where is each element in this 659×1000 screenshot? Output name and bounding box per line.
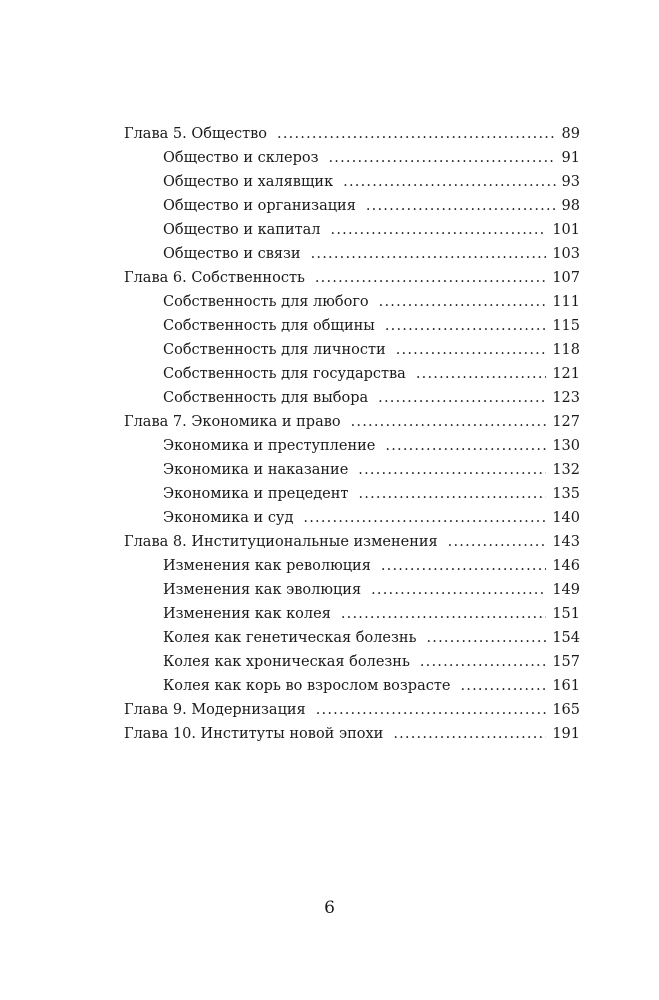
toc-dot-leader	[378, 386, 546, 410]
toc-dot-leader	[303, 506, 546, 530]
toc-entry-page: 130	[552, 438, 580, 454]
toc-section-entry	[124, 338, 580, 362]
toc-entry-title: Общество и организация	[163, 198, 356, 214]
toc-entry-page: 89	[561, 126, 580, 142]
toc-entry-title: Экономика и преступление	[163, 438, 376, 454]
toc-entry-page: 143	[552, 534, 580, 550]
toc-chapter-entry	[124, 530, 580, 554]
toc-entry-page: 154	[552, 630, 580, 646]
toc-section-entry	[124, 314, 580, 338]
toc-section-entry	[124, 458, 580, 482]
toc-section-entry	[124, 434, 580, 458]
toc-section-entry	[124, 386, 580, 410]
toc-entry-title: Экономика и суд	[163, 510, 294, 526]
toc-entry-page: 157	[552, 654, 580, 670]
toc-entry-title: Экономика и наказание	[163, 462, 349, 478]
toc-entry-page: 140	[552, 510, 580, 526]
toc-chapter-entry	[124, 722, 580, 746]
toc-dot-leader	[315, 266, 546, 290]
toc-entry-page: 98	[561, 198, 580, 214]
toc-dot-leader	[426, 626, 546, 650]
toc-dot-leader	[420, 650, 546, 674]
toc-entry-page: 165	[552, 702, 580, 718]
toc-dot-leader	[366, 194, 556, 218]
toc-dot-leader	[343, 170, 555, 194]
toc-entry-page: 121	[552, 366, 580, 382]
toc-entry-page: 103	[552, 246, 580, 262]
toc-dot-leader	[341, 602, 546, 626]
toc-section-entry	[124, 290, 580, 314]
toc-dot-leader	[311, 242, 547, 266]
toc-entry-title: Собственность для общины	[163, 318, 375, 334]
toc-entry-title: Глава 5. Общество	[124, 126, 268, 142]
toc-entry-page: 91	[561, 150, 580, 166]
toc-entry-title: Глава 8. Институциональные изменения	[124, 534, 438, 550]
toc-entry-title: Глава 10. Институты новой эпохи	[124, 726, 384, 742]
toc-section-entry	[124, 674, 580, 698]
toc-entry-title: Изменения как революция	[163, 558, 371, 574]
toc-dot-leader	[277, 122, 556, 146]
toc-dot-leader	[358, 458, 546, 482]
toc-dot-leader	[460, 674, 546, 698]
toc-dot-leader	[393, 722, 546, 746]
toc-dot-leader	[396, 338, 547, 362]
toc-section-entry	[124, 194, 580, 218]
toc-entry-page: 118	[552, 342, 580, 358]
toc-entry-page: 191	[552, 726, 580, 742]
toc-entry-page: 101	[552, 222, 580, 238]
toc-section-entry	[124, 146, 580, 170]
toc-section-entry	[124, 242, 580, 266]
toc-entry-page: 127	[552, 414, 580, 430]
toc-entry-title: Собственность для выбора	[163, 390, 369, 406]
toc-dot-leader	[351, 410, 547, 434]
toc-entry-page: 146	[552, 558, 580, 574]
toc-dot-leader	[448, 530, 547, 554]
toc-entry-title: Глава 7. Экономика и право	[124, 414, 341, 430]
toc-entry-title: Общество и халявщик	[163, 174, 334, 190]
toc-section-entry	[124, 650, 580, 674]
toc-entry-page: 135	[552, 486, 580, 502]
toc-dot-leader	[329, 146, 556, 170]
toc-entry-title: Общество и связи	[163, 246, 301, 262]
toc-entry-page: 151	[552, 606, 580, 622]
toc-entry-title: Собственность для любого	[163, 294, 369, 310]
toc-dot-leader	[385, 434, 546, 458]
toc-dot-leader	[416, 362, 546, 386]
toc-dot-leader	[379, 290, 547, 314]
toc-entry-title: Общество и капитал	[163, 222, 321, 238]
toc-dot-leader	[371, 578, 546, 602]
toc-section-entry	[124, 482, 580, 506]
toc-chapter-entry	[124, 698, 580, 722]
toc-section-entry	[124, 626, 580, 650]
toc-entry-page: 93	[561, 174, 580, 190]
toc-entry-title: Изменения как эволюция	[163, 582, 362, 598]
toc-entry-title: Экономика и прецедент	[163, 486, 349, 502]
toc-dot-leader	[381, 554, 546, 578]
toc-entry-title: Колея как корь во взрослом возрасте	[163, 678, 451, 694]
toc-entry-page: 115	[552, 318, 580, 334]
toc-section-entry	[124, 506, 580, 530]
toc-entry-page: 149	[552, 582, 580, 598]
toc-entry-title: Изменения как колея	[163, 606, 331, 622]
toc-entry-page: 111	[552, 294, 580, 310]
toc-chapter-entry	[124, 122, 580, 146]
toc-entry-title: Колея как генетическая болезнь	[163, 630, 417, 646]
toc-section-entry	[124, 170, 580, 194]
toc-chapter-entry	[124, 266, 580, 290]
toc-section-entry	[124, 578, 580, 602]
toc-entry-title: Собственность для государства	[163, 366, 406, 382]
toc-dot-leader	[316, 698, 547, 722]
toc-section-entry	[124, 218, 580, 242]
toc-entry-title: Общество и склероз	[163, 150, 319, 166]
toc-dot-leader	[331, 218, 547, 242]
toc-entry-title: Колея как хроническая болезнь	[163, 654, 410, 670]
toc-entry-page: 161	[552, 678, 580, 694]
toc-entry-page: 123	[552, 390, 580, 406]
toc-dot-leader	[358, 482, 546, 506]
toc-chapter-entry	[124, 410, 580, 434]
toc-section-entry	[124, 602, 580, 626]
toc-entry-title: Глава 6. Собственность	[124, 270, 305, 286]
table-of-contents	[124, 122, 580, 746]
toc-section-entry	[124, 362, 580, 386]
toc-dot-leader	[385, 314, 546, 338]
toc-entry-title: Собственность для личности	[163, 342, 386, 358]
page-number: 6	[324, 898, 335, 918]
toc-entry-page: 132	[552, 462, 580, 478]
toc-entry-page: 107	[552, 270, 580, 286]
toc-entry-title: Глава 9. Модернизация	[124, 702, 306, 718]
toc-section-entry	[124, 554, 580, 578]
